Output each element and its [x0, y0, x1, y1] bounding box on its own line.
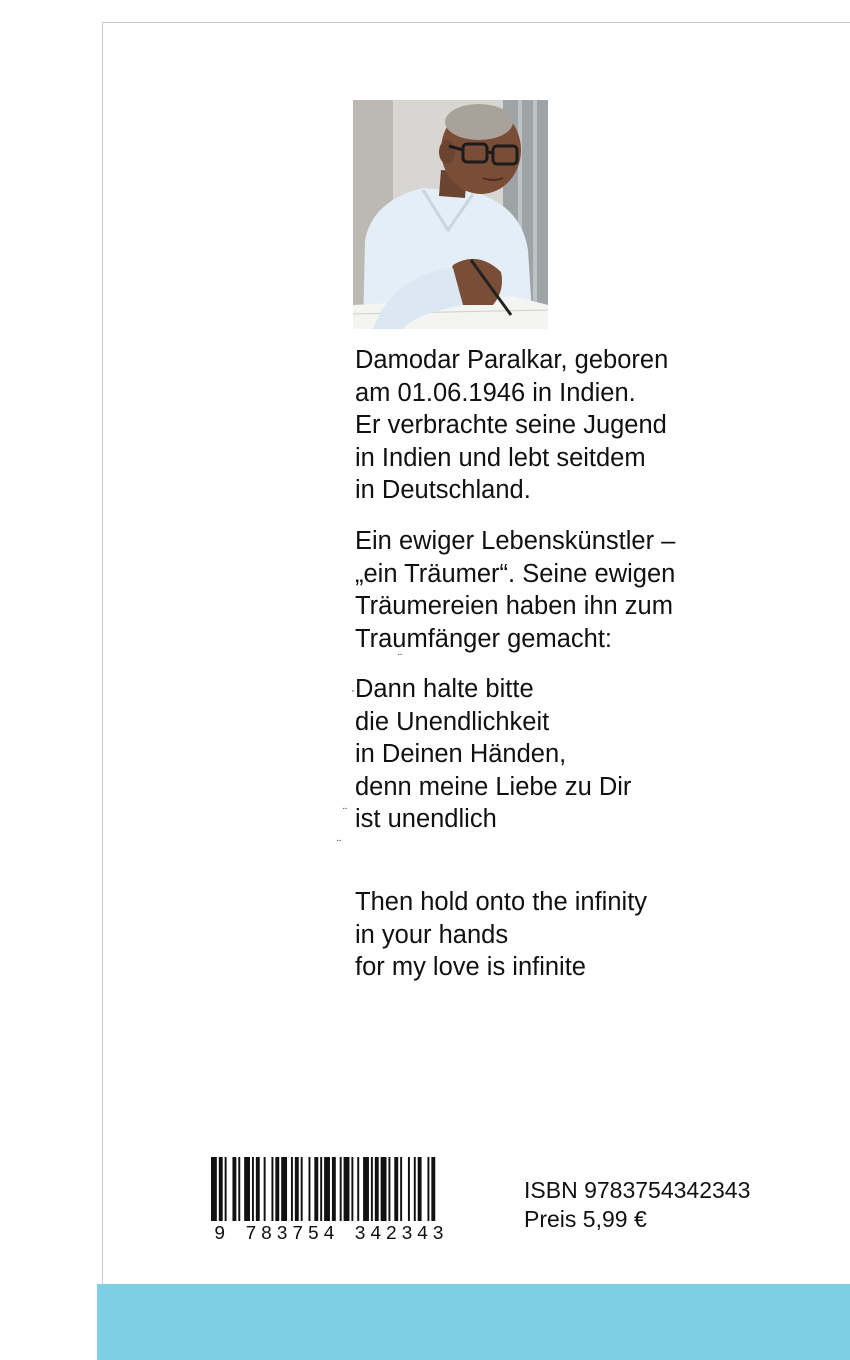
isbn-number: ISBN 9783754342343	[524, 1177, 751, 1203]
price: Preis 5,99 €	[524, 1206, 647, 1232]
poem-de-line: ist unendlich	[355, 805, 497, 833]
isbn-barcode	[183, 1157, 479, 1243]
bio-line: in Deutschland.	[355, 476, 531, 504]
poem-de-line: in Deinen Händen,	[355, 740, 567, 768]
dream-line: Traumfänger gemacht:	[355, 624, 613, 653]
bio-line: Er verbrachte seine Jugend	[355, 411, 667, 439]
author-photo	[353, 100, 548, 329]
print-speck: ¨	[343, 805, 347, 819]
poem-english	[355, 886, 647, 984]
print-speck: ¨	[398, 651, 402, 665]
print-speck: ·	[351, 683, 355, 697]
dream-line: Ein ewiger Lebenskünstler –	[355, 527, 676, 555]
dreamer-paragraph	[355, 525, 675, 655]
barcode-digits: 9 783754 342343	[213, 1223, 449, 1243]
bio-line: Damodar Paralkar, geboren	[355, 346, 669, 374]
poem-de-line: denn meine Liebe zu Dir	[355, 772, 632, 801]
poem-en-line: for my love is infinite	[355, 953, 586, 981]
poem-de-line: die Unendlichkeit	[355, 707, 550, 736]
author-bio	[355, 344, 668, 507]
poem-de-line: Dann halte bitte	[355, 675, 534, 703]
poem-en-line: Then hold onto the infinity	[355, 888, 648, 916]
footer-color-band	[97, 1284, 850, 1360]
bio-line: am 01.06.1946 in Indien.	[355, 378, 636, 407]
print-speck: ¨	[337, 837, 341, 851]
dream-line: „ein Träumer“. Seine ewigen	[355, 559, 676, 588]
bio-line: in Indien und lebt seitdem	[355, 443, 646, 472]
isbn-info	[524, 1176, 750, 1234]
poem-en-line: in your hands	[355, 920, 509, 949]
poem-german	[355, 673, 631, 836]
dream-line: Träumereien haben ihn zum	[355, 592, 673, 620]
